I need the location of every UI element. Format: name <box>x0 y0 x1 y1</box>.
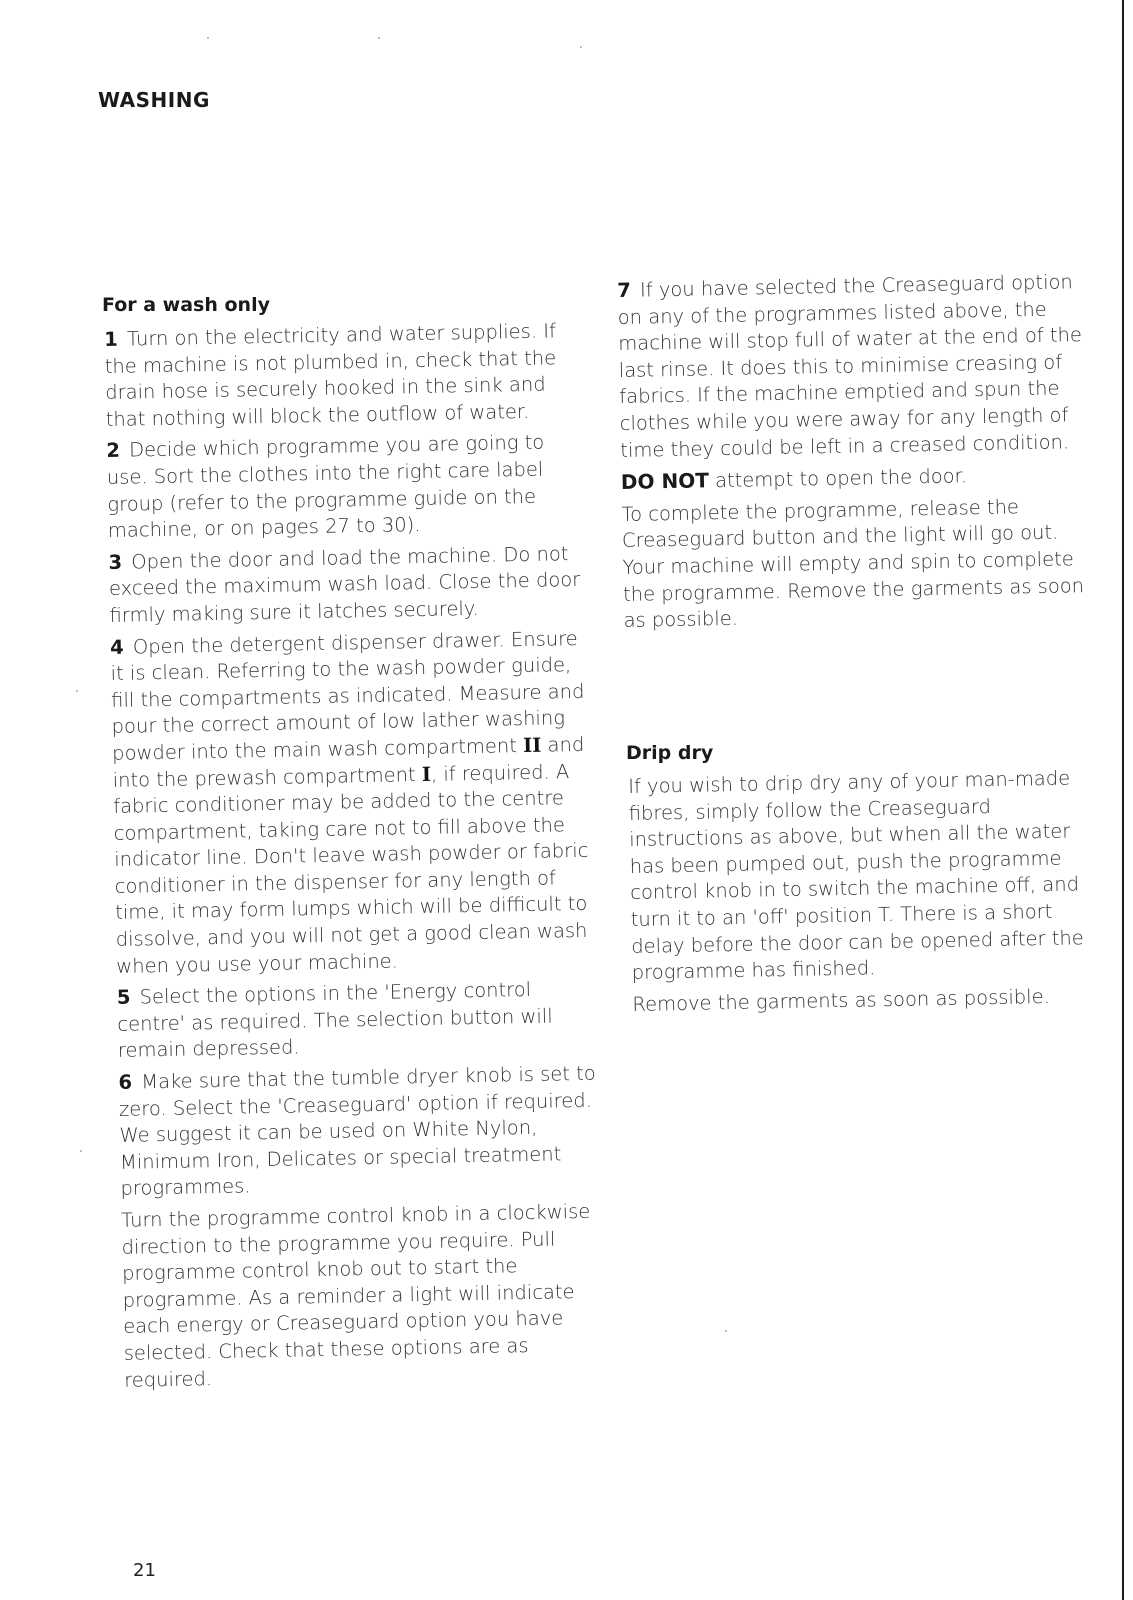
drip-dry-text: . There is a short delay before the door can be opened after the programme has finished. <box>631 899 1084 985</box>
scan-speck <box>207 37 209 39</box>
page-title: WASHING <box>98 88 210 112</box>
step-paragraph <box>617 269 1100 464</box>
step-number: 6 <box>118 1070 133 1094</box>
prewash-compartment-mark: I <box>421 762 432 786</box>
step-paragraph <box>106 429 588 545</box>
step-text: , if required. A fabric conditioner may be added to the centre compartment, taking care not to fill above the indicator line. Don't leave wash powder or fabric conditioner in the dispenser for any length of time, it may form lumps which will be difficult to dissolve, and you will not get a good clean wash when you use your machine. <box>112 759 589 978</box>
step-number: 1 <box>104 327 119 351</box>
main-wash-compartment-mark: II <box>522 733 542 757</box>
page-number: 21 <box>133 1560 156 1581</box>
complete-programme-paragraph: To complete the programme, release the Creaseguard button and the light will go out. Your machine will empty and spin to complete the programme. Remove the garments as soon as possible. <box>621 495 1085 633</box>
step-number: 5 <box>116 985 131 1010</box>
section-heading-drip-dry: Drip dry <box>626 742 714 764</box>
left-column <box>104 318 604 1399</box>
warning-text: attempt to open the door. <box>714 464 968 493</box>
step-text: and into the prewash compartment <box>112 732 585 792</box>
remove-garments-paragraph: Remove the garments as soon as possible. <box>632 984 1051 1016</box>
scan-speck <box>378 37 380 39</box>
step-number: 3 <box>108 550 123 574</box>
step-text: Select the options in the 'Energy control centre' as required. The selection button will remain depressed. <box>117 978 553 1063</box>
step-text: Open the detergent dispenser drawer. Ensure it is clean. Referring to the wash powder guide, fill the compartments as indicated. Measure and pour the correct amount of low lather washing powder into the main wash compartment <box>110 626 585 765</box>
off-position-symbol: T <box>878 903 889 927</box>
drip-dry-paragraph <box>628 765 1102 987</box>
scan-speck <box>725 1330 727 1332</box>
right-column <box>617 269 1104 640</box>
scan-speck <box>76 690 78 692</box>
scan-speck <box>80 1150 82 1152</box>
step-text: If you have selected the Creaseguard option on any of the programmes listed above, the machine will stop full of water at the end of the last rinse. It does this to minimise creasing of fabrics. If the machine emptied and spun the clothes while you were away for any length of time they could be left in a creased condition. <box>617 270 1083 462</box>
step-text: Make sure that the tumble dryer knob is set to zero. Select the 'Creaseguard' option if required. We suggest it can be used on White Nylon, Minimum Iron, Delicates or special treatment programmes. <box>118 1061 596 1201</box>
step-paragraph <box>118 1061 600 1203</box>
page-edge-line <box>1122 0 1124 1600</box>
step-text: Open the door and load the machine. Do not exceed the maximum wash load. Close the door firmly making sure it latches securely. <box>108 541 581 627</box>
drip-dry-text: If you wish to drip dry any of your man-made fibres, simply follow the Creaseguard instructions as above, but when all the water has been pumped out, push the programme control knob in to switch the machine off, and turn it to an 'off' position <box>628 766 1080 931</box>
warning-paragraph <box>621 460 1101 497</box>
step-text: Turn on the electricity and water supplies. If the machine is not plumbed in, check that the drain hose is securely hooked in the sink and that nothing will block the outflow of water. <box>104 319 557 431</box>
step-paragraph <box>117 976 598 1065</box>
section-heading-wash-only: For a wash only <box>102 294 270 316</box>
step-number: 4 <box>109 635 124 659</box>
step-number: 2 <box>106 439 121 463</box>
step-number: 7 <box>617 278 632 302</box>
step-text: Decide which programme you are going to use. Sort the clothes into the right care label group (refer to the programme guide on the machine, or on pages 27 to 30). <box>106 430 545 543</box>
do-not-label: DO NOT <box>620 468 710 495</box>
turn-knob-paragraph: Turn the programme control knob in a clockwise direction to the programme you require. Pull programme control knob out to start the programme. As a reminder a light will indicate each energy or Creaseguard option you have selected. Check that these options are as required. <box>120 1199 591 1392</box>
step-paragraph <box>104 318 586 434</box>
drip-dry-block <box>628 765 1103 1023</box>
scan-speck <box>580 46 582 48</box>
step-paragraph <box>108 540 589 629</box>
step-paragraph <box>110 625 597 980</box>
